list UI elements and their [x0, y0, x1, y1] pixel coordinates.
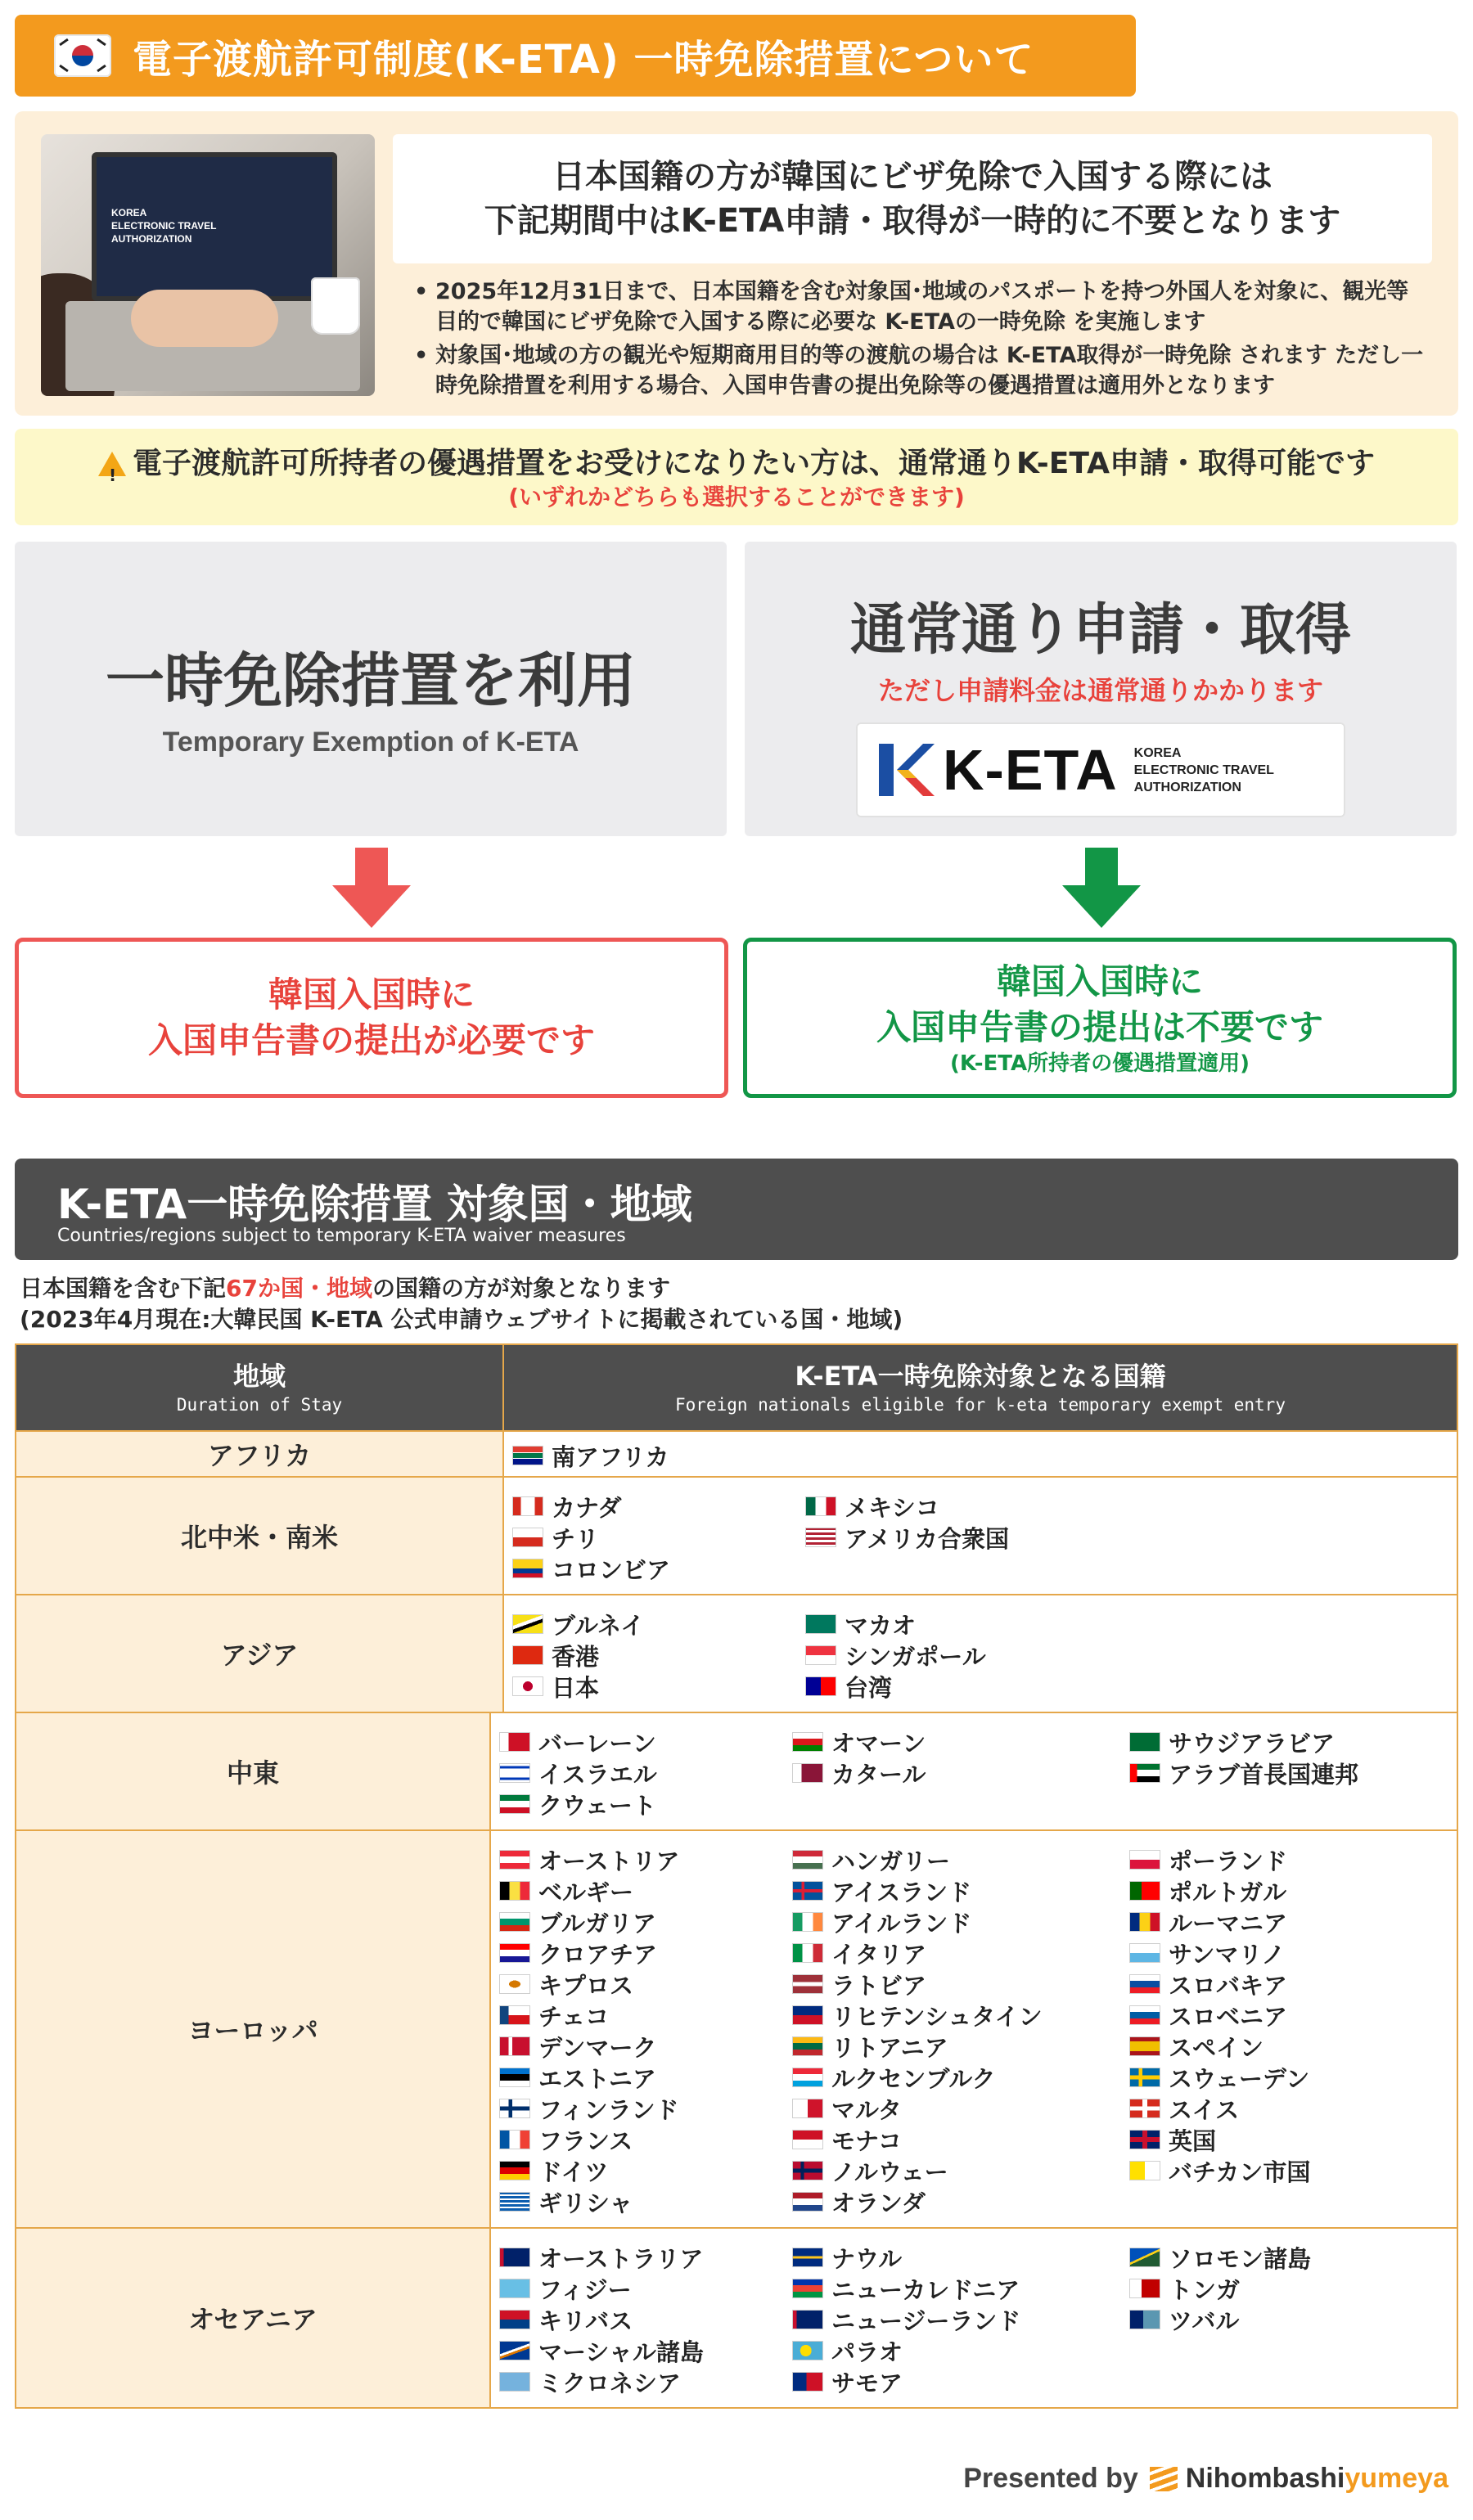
- flag-icon: [792, 1850, 823, 1870]
- country-name: ノルウェー: [831, 2158, 948, 2186]
- nationality-cell: [504, 1595, 1457, 1712]
- country-item: [792, 1969, 1129, 2000]
- column-header-region: 地域: [232, 1361, 286, 1392]
- flag-icon: [1129, 2005, 1160, 2025]
- title-banner: [15, 15, 1136, 97]
- country-item: [792, 2242, 1129, 2273]
- flag-icon: [512, 1559, 543, 1578]
- country-item: [499, 2155, 792, 2186]
- country-name: 南アフリカ: [552, 1442, 669, 1471]
- keta-logo-caption: KOREA ELECTRONIC TRAVEL AUTHORIZATION: [1133, 745, 1274, 794]
- headline-line1: 日本国籍の方が韓国にビザ免除で入国する際には: [552, 158, 1273, 196]
- country-name: チリ: [552, 1524, 600, 1553]
- arrow-head-green: [1062, 885, 1141, 928]
- country-name: エストニア: [538, 2064, 656, 2093]
- country-name: 日本: [552, 1673, 600, 1702]
- country-item: [499, 1906, 792, 1937]
- table-header: [16, 1345, 1457, 1430]
- intro-bullets: [408, 277, 1430, 404]
- flag-icon: [1129, 2279, 1160, 2298]
- flag-icon: [792, 2248, 823, 2267]
- country-item: [499, 2366, 792, 2397]
- country-name: フランス: [538, 2126, 633, 2155]
- country-item: [499, 2000, 792, 2031]
- flag-icon: [1129, 2036, 1160, 2056]
- table-row: [16, 1829, 1457, 2227]
- choice-exemption: [15, 542, 727, 836]
- country-item: [499, 2186, 792, 2217]
- country-column: [1129, 2242, 1457, 2397]
- country-item: [792, 2031, 1129, 2062]
- country-column: [499, 1844, 792, 2217]
- flag-icon: [512, 1528, 543, 1547]
- flag-icon: [792, 2036, 823, 2056]
- country-name: ソロモン諸島: [1169, 2244, 1312, 2273]
- country-item: [512, 1640, 805, 1671]
- country-item: [792, 1875, 1129, 1906]
- flag-icon: [805, 1528, 836, 1547]
- country-item: [512, 1671, 805, 1702]
- country-item: [805, 1609, 1142, 1640]
- region-cell: オセアニア: [16, 2229, 491, 2407]
- footer-credit: [963, 2463, 1448, 2495]
- country-column: [499, 2242, 792, 2397]
- country-name: モナコ: [831, 2126, 902, 2155]
- result-right-note: (K-ETA所持者の優遇措置適用): [949, 1051, 1250, 1076]
- country-name: ミクロネシア: [538, 2369, 682, 2397]
- country-name: キプロス: [538, 1971, 634, 2000]
- country-name: マーシャル諸島: [538, 2338, 704, 2366]
- arrow-down-red-icon: [355, 848, 388, 887]
- country-item: [805, 1491, 1142, 1522]
- flag-icon: [1129, 1850, 1160, 1870]
- flag-icon: [1129, 2310, 1160, 2329]
- country-name: ニューカレドニア: [831, 2275, 1020, 2304]
- country-item: [499, 1937, 792, 1969]
- country-count: 67か国・地域: [226, 1275, 372, 1302]
- flag-icon: [499, 2161, 530, 2180]
- flag-icon: [792, 2372, 823, 2392]
- country-item: [499, 2304, 792, 2335]
- country-name: 香港: [552, 1642, 600, 1671]
- country-column: [1129, 1726, 1457, 1820]
- flag-icon: [792, 2005, 823, 2025]
- brand-name: Nihombashiyumeya: [1185, 2463, 1448, 2494]
- country-item: [512, 1522, 805, 1553]
- country-name: ナウル: [831, 2244, 903, 2273]
- country-name: スペイン: [1169, 2033, 1264, 2062]
- section-title: K-ETA一時免除措置 対象国・地域: [57, 1181, 692, 1228]
- country-name: アイルランド: [831, 1909, 972, 1937]
- region-cell: アフリカ: [16, 1432, 504, 1476]
- country-name: マカオ: [845, 1611, 917, 1640]
- country-item: [1129, 1726, 1457, 1757]
- countries-table: [15, 1343, 1458, 2409]
- country-name: マルタ: [831, 2095, 902, 2124]
- flag-icon: [792, 1732, 823, 1752]
- country-name: キリバス: [538, 2306, 633, 2335]
- result-right-line1: 韓国入国時に: [996, 961, 1203, 1001]
- country-name: メキシコ: [845, 1493, 939, 1522]
- country-name: オランダ: [831, 2189, 926, 2217]
- country-column: [512, 1491, 805, 1584]
- caution-subtext: (いずれかどちらも選択することができます): [508, 484, 965, 511]
- flag-icon: [1129, 1732, 1160, 1752]
- country-name: デンマーク: [538, 2033, 657, 2062]
- country-column: [1129, 1844, 1457, 2217]
- choice-normal-title: 通常通り申請・取得: [849, 598, 1351, 663]
- flag-icon: [805, 1614, 836, 1634]
- country-item: [1129, 2304, 1457, 2335]
- flag-icon: [499, 2279, 530, 2298]
- flag-icon: [792, 2279, 823, 2298]
- country-name: チェコ: [538, 2002, 610, 2031]
- flag-icon: [499, 2099, 530, 2118]
- flag-icon: [499, 1943, 530, 1963]
- country-name: フィジー: [538, 2275, 632, 2304]
- country-column: [512, 1440, 805, 1471]
- flag-icon: [792, 1974, 823, 1994]
- country-name: スイス: [1169, 2095, 1240, 2124]
- country-name: ルーマニア: [1169, 1909, 1288, 1937]
- country-item: [792, 1757, 1129, 1789]
- country-name: リトアニア: [831, 2033, 948, 2062]
- country-item: [499, 2273, 792, 2304]
- choice-normal-apply: [745, 542, 1457, 836]
- country-item: [1129, 1937, 1457, 1969]
- country-name: スロバキア: [1169, 1971, 1288, 2000]
- country-item: [1129, 2000, 1457, 2031]
- arrow-head-red: [332, 885, 411, 928]
- flag-icon: [499, 1850, 530, 1870]
- target-description: 日本国籍を含む下記67か国・地域の国籍の方が対象となります (2023年4月現在:大韓民国 K-ETA 公式申請ウェブサイトに掲載されている国・地域): [20, 1273, 903, 1335]
- section-subtitle: Countries/regions subject to temporary K-ETA waiver measures: [57, 1226, 626, 1246]
- country-name: アイスランド: [831, 1878, 972, 1906]
- country-name: ラトビア: [831, 1971, 927, 2000]
- country-item: [1129, 2062, 1457, 2093]
- bullet-item: • 対象国･地域の方の観光や短期商用目的等の渡航の場合は K-ETA取得が一時免除 されます ただし一時免除措置を利用する場合、入国申告書の提出免除等の優遇措置は適用外となります: [408, 340, 1430, 401]
- flag-icon: [499, 2192, 530, 2212]
- nationality-cell: [504, 1432, 1457, 1476]
- flag-icon: [499, 2248, 530, 2267]
- column-header-nationality: K-ETA一時免除対象となる国籍: [795, 1361, 1166, 1392]
- column-header-region-sub: Duration of Stay: [176, 1395, 343, 1415]
- headline-line2: 下記期間中はK-ETA申請・取得が一時的に不要となります: [484, 202, 1341, 240]
- flag-icon: [499, 2068, 530, 2087]
- country-column: [512, 1609, 805, 1702]
- laptop-photo: [41, 134, 375, 396]
- country-name: スウェーデン: [1169, 2064, 1310, 2093]
- country-item: [1129, 1844, 1457, 1875]
- bullet-item: • 2025年12月31日まで、日本国籍を含む対象国･地域のパスポートを持つ外国人を対象に、観光等目的で韓国にビザ免除で入国する際に必要な K-ETAの一時免除 を実施します: [408, 277, 1430, 337]
- country-name: ポルトガル: [1169, 1878, 1287, 1906]
- target-note: (2023年4月現在:大韓民国 K-ETA 公式申請ウェブサイトに掲載されている国・地域): [20, 1306, 903, 1333]
- flag-icon: [499, 1912, 530, 1932]
- flag-icon: [499, 1763, 530, 1783]
- presented-by-label: Presented by: [963, 2463, 1138, 2494]
- country-name: イスラエル: [538, 1760, 657, 1789]
- flag-icon: [512, 1496, 543, 1516]
- result-left-line2: 入国申告書の提出が必要です: [147, 1020, 595, 1060]
- country-item: [1129, 2124, 1457, 2155]
- country-item: [499, 1726, 792, 1757]
- country-item: [499, 1844, 792, 1875]
- flag-icon: [1129, 1943, 1160, 1963]
- country-name: ポーランド: [1169, 1847, 1288, 1875]
- country-column: [805, 1491, 1142, 1584]
- country-item: [499, 2124, 792, 2155]
- country-name: ブルネイ: [552, 1611, 645, 1640]
- flag-icon: [792, 2341, 823, 2360]
- country-name: クウェート: [538, 1791, 656, 1820]
- country-name: リヒテンシュタイン: [831, 2002, 1043, 2031]
- column-header-nationality-sub: Foreign nationals eligible for k-eta temporary exempt entry: [675, 1395, 1286, 1415]
- flag-icon: [499, 1974, 530, 1994]
- flag-icon: [1129, 2248, 1160, 2267]
- flag-icon: [1129, 1881, 1160, 1901]
- nationality-cell: [491, 1713, 1457, 1829]
- country-item: [792, 2000, 1129, 2031]
- flag-icon: [499, 2310, 530, 2329]
- country-item: [499, 2335, 792, 2366]
- flag-icon: [512, 1446, 543, 1465]
- flag-icon: [1129, 1912, 1160, 1932]
- country-name: ブルガリア: [538, 1909, 656, 1937]
- flag-icon: [792, 1763, 823, 1783]
- country-name: バーレーン: [538, 1729, 656, 1757]
- flag-icon: [512, 1614, 543, 1634]
- country-item: [499, 1757, 792, 1789]
- korea-flag-icon: [54, 34, 111, 77]
- country-item: [805, 1522, 1142, 1553]
- country-column: [805, 1609, 1142, 1702]
- country-name: フィンランド: [538, 2095, 679, 2124]
- country-item: [499, 2031, 792, 2062]
- table-row: [16, 1430, 1457, 1476]
- page-title: 電子渡航許可制度(K-ETA) 一時免除措置について: [133, 36, 1034, 83]
- country-column: [499, 1726, 792, 1820]
- country-name: アメリカ合衆国: [845, 1524, 1009, 1553]
- country-item: [499, 2242, 792, 2273]
- flag-icon: [805, 1676, 836, 1696]
- country-name: クロアチア: [538, 1940, 658, 1969]
- country-item: [792, 2093, 1129, 2124]
- table-row: [16, 2227, 1457, 2407]
- country-item: [792, 2304, 1129, 2335]
- flag-icon: [805, 1496, 836, 1516]
- country-item: [1129, 1757, 1457, 1789]
- country-name: オマーン: [831, 1729, 926, 1757]
- flag-icon: [512, 1645, 543, 1665]
- region-cell: ヨーロッパ: [16, 1831, 491, 2227]
- flag-icon: [499, 1794, 530, 1814]
- country-name: ベルギー: [538, 1878, 634, 1906]
- country-item: [805, 1671, 1142, 1702]
- keta-logo: [856, 722, 1345, 817]
- country-name: シンガポール: [845, 1642, 986, 1671]
- brand-logo-icon: [1150, 2467, 1178, 2491]
- flag-icon: [792, 2192, 823, 2212]
- choice-normal-note: ただし申請料金は通常通りかかります: [877, 675, 1323, 706]
- country-name: バチカン市国: [1169, 2158, 1311, 2186]
- flag-icon: [805, 1645, 836, 1665]
- arrow-down-green-icon: [1085, 848, 1118, 887]
- country-column: [792, 2242, 1129, 2397]
- country-item: [1129, 2242, 1457, 2273]
- caution-banner: [15, 429, 1458, 525]
- country-name: コロンビア: [552, 1555, 671, 1584]
- country-name: スロベニア: [1169, 2002, 1288, 2031]
- flag-icon: [499, 2130, 530, 2149]
- laptop-screen-text: KOREA ELECTRONIC TRAVEL AUTHORIZATION: [111, 207, 217, 245]
- flag-icon: [792, 2310, 823, 2329]
- country-name: サンマリノ: [1169, 1940, 1286, 1969]
- country-name: ハンガリー: [831, 1847, 951, 1875]
- country-item: [1129, 2155, 1457, 2186]
- flag-icon: [499, 1732, 530, 1752]
- country-item: [1129, 1969, 1457, 2000]
- country-name: イタリア: [831, 1940, 927, 1969]
- country-item: [792, 2124, 1129, 2155]
- country-item: [1129, 2273, 1457, 2304]
- section-header: [15, 1159, 1458, 1260]
- result-left-line1: 韓国入国時に: [268, 974, 475, 1015]
- keta-logo-word: K-ETA: [943, 738, 1118, 802]
- table-row: [16, 1712, 1457, 1829]
- country-name: ツバル: [1169, 2306, 1240, 2335]
- country-item: [512, 1440, 805, 1471]
- country-name: 英国: [1169, 2126, 1217, 2155]
- country-name: ドイツ: [538, 2158, 609, 2186]
- flag-icon: [792, 2099, 823, 2118]
- flag-icon: [1129, 1974, 1160, 1994]
- flag-icon: [499, 2372, 530, 2392]
- result-declaration-required: [15, 938, 728, 1098]
- country-name: オーストラリア: [538, 2244, 704, 2273]
- nationality-cell: [491, 2229, 1457, 2407]
- country-item: [499, 1969, 792, 2000]
- country-name: ルクセンブルク: [831, 2064, 996, 2093]
- country-item: [1129, 1875, 1457, 1906]
- country-item: [792, 1937, 1129, 1969]
- country-name: カナダ: [552, 1493, 622, 1522]
- country-item: [512, 1491, 805, 1522]
- country-item: [512, 1553, 805, 1584]
- flag-icon: [499, 2341, 530, 2360]
- flag-icon: [1129, 2099, 1160, 2118]
- country-column: [792, 1726, 1129, 1820]
- flag-icon: [792, 1943, 823, 1963]
- country-name: カタール: [831, 1760, 926, 1789]
- country-item: [499, 2062, 792, 2093]
- choice-exemption-title: 一時免除措置を利用: [105, 646, 636, 715]
- keta-k-mark-icon: [872, 737, 938, 803]
- country-name: パラオ: [831, 2338, 903, 2366]
- country-name: アラブ首長国連邦: [1169, 1760, 1359, 1789]
- nationality-cell: [491, 1831, 1457, 2227]
- flag-icon: [1129, 1763, 1160, 1783]
- flag-icon: [499, 2036, 530, 2056]
- country-item: [1129, 2031, 1457, 2062]
- country-item: [792, 2273, 1129, 2304]
- country-item: [499, 2093, 792, 2124]
- country-name: 台湾: [845, 1673, 893, 1702]
- region-cell: アジア: [16, 1595, 504, 1712]
- country-name: オーストリア: [538, 1847, 680, 1875]
- country-item: [792, 1906, 1129, 1937]
- caution-text: 電子渡航許可所持者の優遇措置をお受けになりたい方は、通常通りK-ETA申請・取得可能です: [133, 447, 1375, 480]
- flag-icon: [792, 2068, 823, 2087]
- table-body: [16, 1430, 1457, 2407]
- table-row: [16, 1594, 1457, 1712]
- country-name: ギリシャ: [538, 2189, 633, 2217]
- region-cell: 北中米・南米: [16, 1478, 504, 1594]
- flag-icon: [792, 1912, 823, 1932]
- country-name: トンガ: [1169, 2275, 1241, 2304]
- flag-icon: [1129, 2068, 1160, 2087]
- choice-exemption-subtitle: Temporary Exemption of K-ETA: [162, 727, 579, 758]
- flag-icon: [792, 2161, 823, 2180]
- flag-icon: [1129, 2130, 1160, 2149]
- intro-headline: [393, 134, 1432, 263]
- country-name: サモア: [831, 2369, 903, 2397]
- warning-icon: !: [98, 452, 126, 476]
- country-name: ニュージーランド: [831, 2306, 1021, 2335]
- result-right-line2: 入国申告書の提出は不要です: [876, 1007, 1323, 1047]
- result-declaration-not-required: [743, 938, 1457, 1098]
- flag-icon: [499, 1881, 530, 1901]
- country-name: サウジアラビア: [1169, 1729, 1336, 1757]
- country-item: [1129, 2093, 1457, 2124]
- country-item: [1129, 1906, 1457, 1937]
- table-row: [16, 1476, 1457, 1594]
- nationality-cell: [504, 1478, 1457, 1594]
- country-column: [792, 1844, 1129, 2217]
- country-item: [499, 1875, 792, 1906]
- flag-icon: [1129, 2161, 1160, 2180]
- country-item: [792, 2155, 1129, 2186]
- country-item: [792, 2335, 1129, 2366]
- country-item: [805, 1640, 1142, 1671]
- country-item: [792, 1844, 1129, 1875]
- country-item: [792, 2062, 1129, 2093]
- flag-icon: [792, 2130, 823, 2149]
- country-item: [499, 1789, 792, 1820]
- country-item: [792, 2366, 1129, 2397]
- flag-icon: [499, 2005, 530, 2025]
- country-item: [512, 1609, 805, 1640]
- region-cell: 中東: [16, 1713, 491, 1829]
- country-item: [792, 1726, 1129, 1757]
- flag-icon: [792, 1881, 823, 1901]
- flag-icon: [512, 1676, 543, 1696]
- coffee-cup-icon: [311, 277, 360, 335]
- country-item: [792, 2186, 1129, 2217]
